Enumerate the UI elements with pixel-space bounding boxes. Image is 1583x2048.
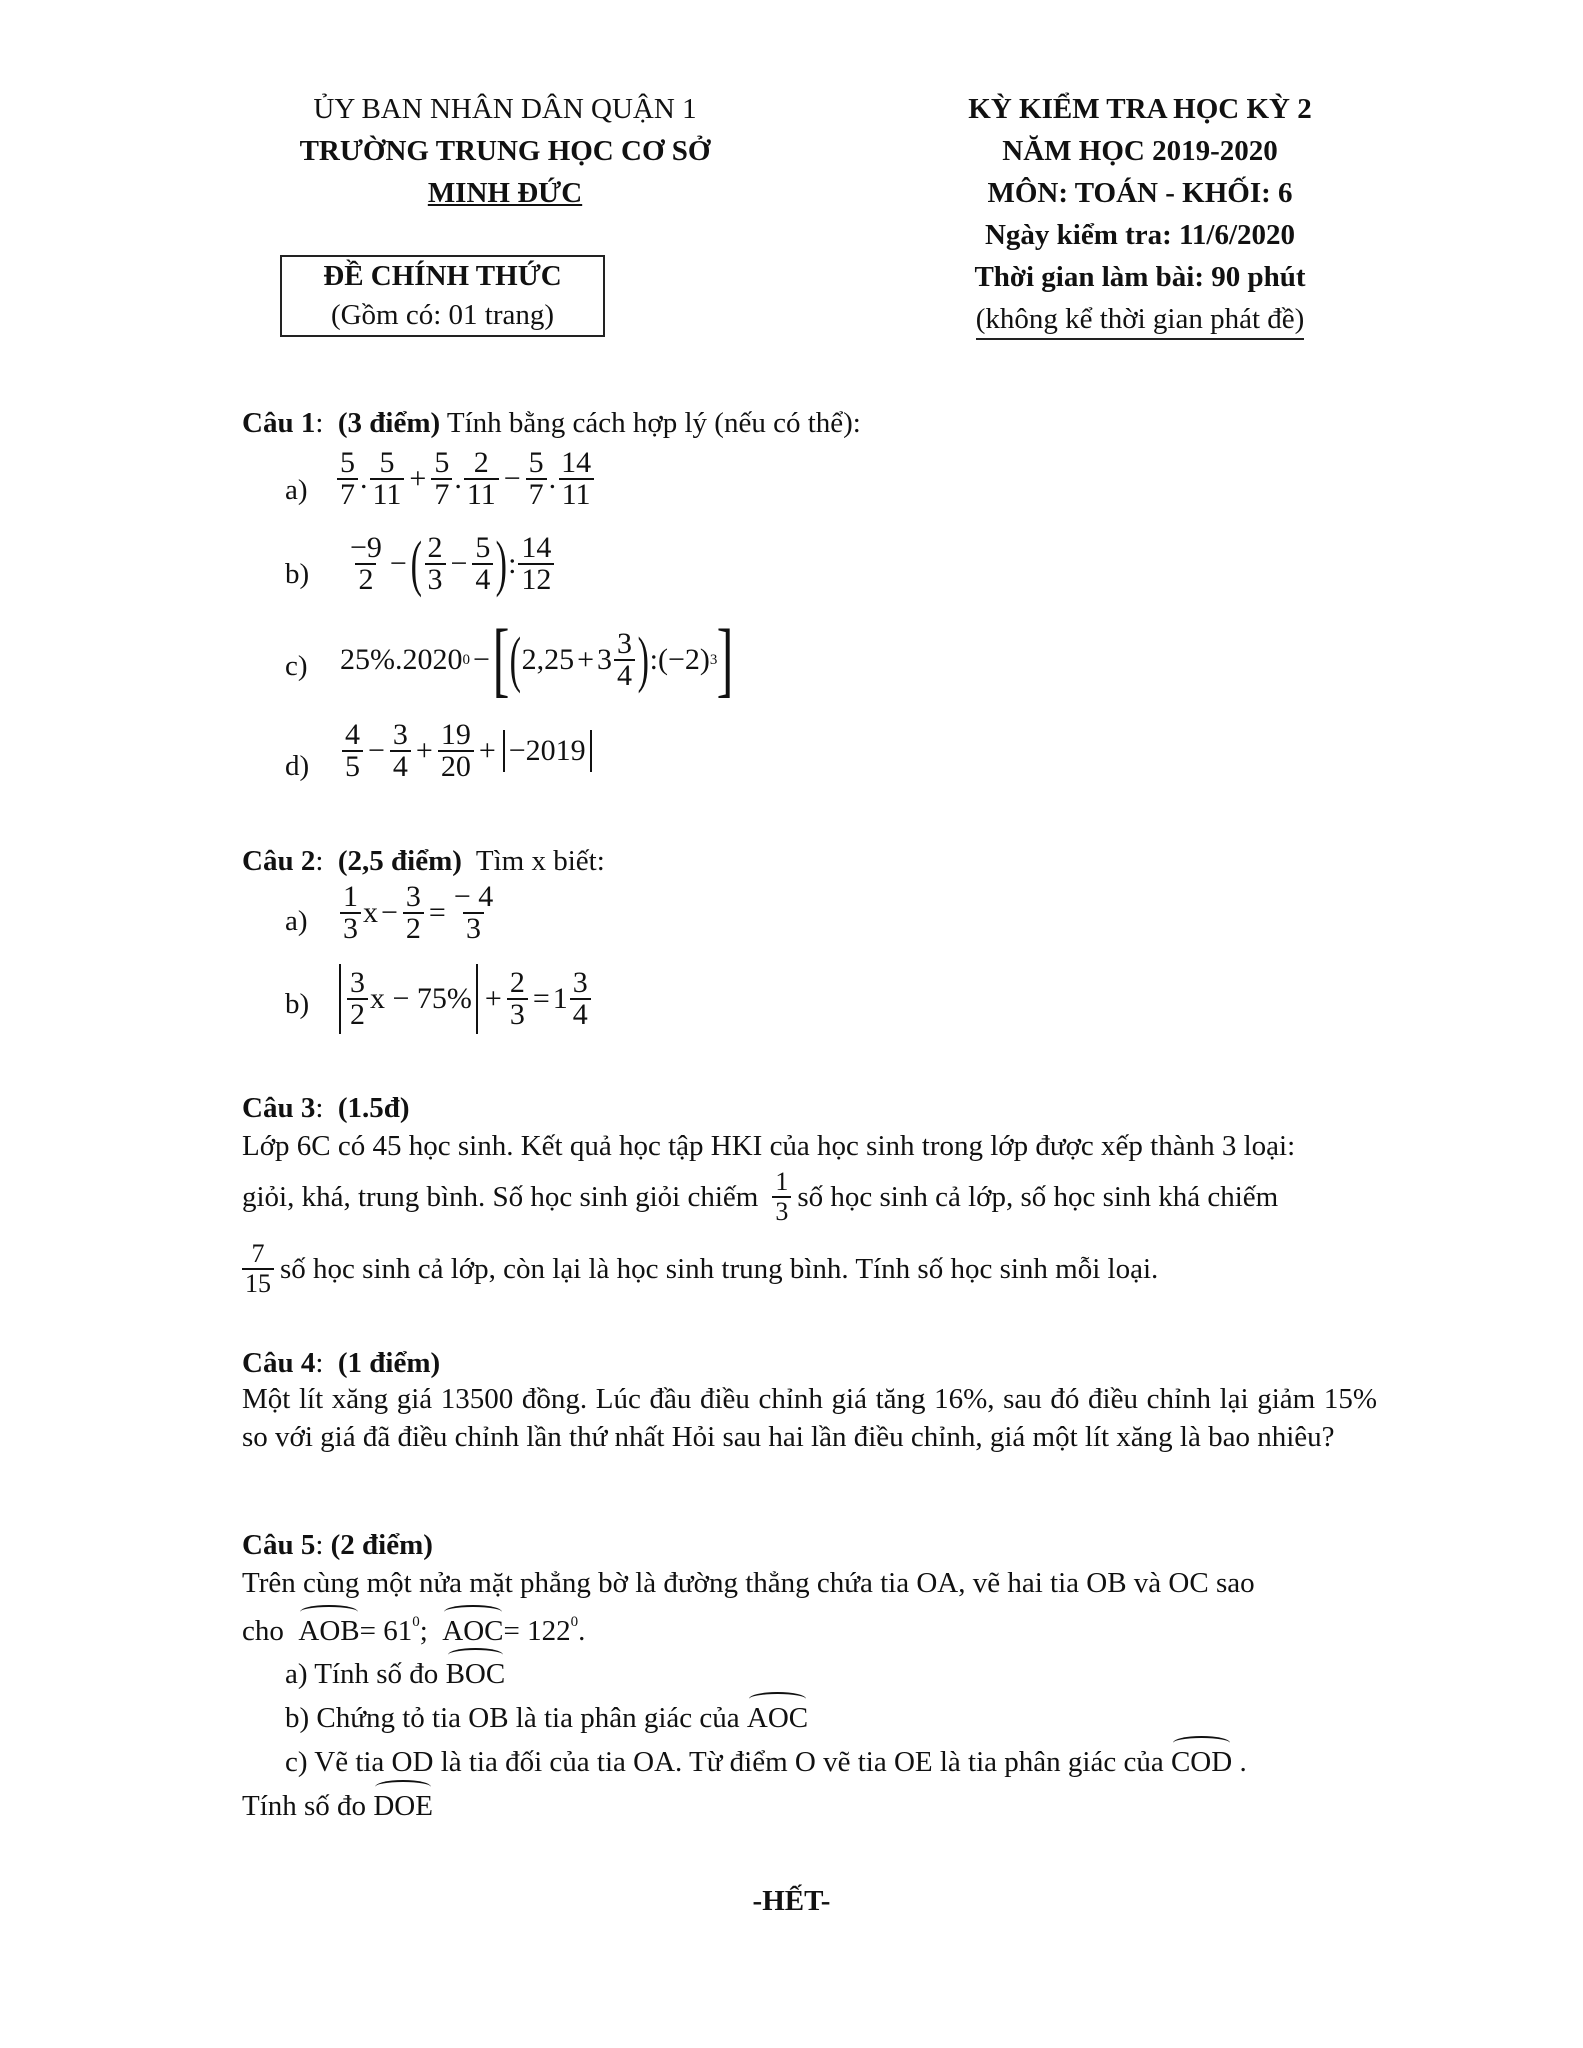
district-committee: ỦY BAN NHÂN DÂN QUẬN 1	[313, 93, 697, 125]
official-exam-box	[280, 255, 605, 337]
exam-title: KỲ KIỂM TRA HỌC KỲ 2	[968, 93, 1312, 125]
q1-a-label: a)	[285, 474, 308, 506]
angle-cod: COD	[1171, 1738, 1232, 1780]
q1-a-expression: $\frac{5}{7}$ . $\frac{5}{11}$ + $\frac{5}{7}$ . $\frac{2}{11}$ − $\frac{5}{7}$ . $\frac{14}{11}$	[335, 448, 596, 510]
q2-a-expression: $\frac{1}{3}$ x − $\frac{3}{2}$ = $\frac{- 4}{3}$	[338, 882, 498, 944]
q3-line-2: giỏi, khá, trung bình. Số học sinh giỏi chiếm $\frac{1}{3}$ số học sinh cả lớp, số học sinh khá chiếm	[242, 1167, 1279, 1226]
header-right	[930, 88, 1350, 340]
question-4-title: Câu 4: (1 điểm)	[242, 1347, 441, 1379]
angle-aoc: AOC	[442, 1607, 503, 1649]
subject-grade: MÔN: TOÁN - KHỐI: 6	[987, 177, 1293, 209]
q5-a: a) Tính số đo BOC	[285, 1650, 1420, 1692]
q1-b-expression: $\frac{-9}{2}$ − ( $\frac{2}{3}$ − $\frac{5}{4}$ ) : $\frac{14}{12}$	[345, 533, 556, 595]
q3-line-3: $\frac{7}{15}$ số học sinh cả lớp, còn lại là học sinh trung bình. Tính số học sinh mỗi loại.	[242, 1240, 1377, 1298]
q5-line-2: cho $AOB= 61^0$; $AOC= 122^0$.	[242, 1607, 1377, 1649]
official-label: ĐỀ CHÍNH THỨC	[323, 260, 562, 292]
page-count: (Gồm có: 01 trang)	[330, 299, 555, 331]
header-left	[240, 88, 770, 214]
q1-c-expression: 25%.2020 0 − [ ( 2,25 + 3 $\frac{3}{4}$ ) : (−2) 3 ]	[340, 613, 734, 706]
question-5-title: Câu 5: (2 điểm)	[242, 1529, 433, 1561]
q3-line-1: Lớp 6C có 45 học sinh. Kết quả học tập HKI của học sinh trong lớp được xếp thành 3 loại:	[242, 1130, 1296, 1162]
school-type: TRƯỜNG TRUNG HỌC CƠ SỞ	[299, 135, 711, 167]
question-1-title: Câu 1: (3 điểm) Tính bằng cách hợp lý (nếu có thể):	[242, 407, 861, 439]
angle-boc: BOC	[446, 1650, 506, 1692]
q1-d-expression: $\frac{4}{5}$ − $\frac{3}{4}$ + $\frac{19}{20}$ + −2019	[340, 720, 596, 782]
angle-doe: DOE	[373, 1782, 433, 1824]
question-2-title: Câu 2: (2,5 điểm) Tìm x biết:	[242, 845, 605, 877]
school-year: NĂM HỌC 2019-2020	[1002, 135, 1278, 167]
angle-aoc-2: AOC	[747, 1694, 808, 1736]
exam-date: Ngày kiểm tra: 11/6/2020	[984, 219, 1296, 251]
question-3-title: Câu 3: (1.5đ)	[242, 1092, 410, 1124]
q5-c: c) Vẽ tia OD là tia đối của tia OA. Từ điểm O vẽ tia OE là tia phân giác của COD .	[285, 1738, 1420, 1780]
q2-a-label: a)	[285, 905, 308, 937]
end-marker: -HẾT-	[752, 1885, 831, 1917]
q4-text: Một lít xăng giá 13500 đồng. Lúc đầu điều chỉnh giá tăng 16%, sau đó điều chỉnh lại giảm 15% so với giá đã điều chỉnh lần thứ nhất Hỏi sau hai lần điều chỉnh, giá một lít xăng là bao nhiêu?	[242, 1383, 1377, 1453]
exam-duration: Thời gian làm bài: 90 phút	[974, 261, 1306, 293]
q5-line-1: Trên cùng một nửa mặt phẳng bờ là đường thẳng chứa tia OA, vẽ hai tia OB và OC sao	[242, 1567, 1255, 1599]
q5-last: Tính số đo DOE	[242, 1782, 1377, 1824]
q5-b: b) Chứng tỏ tia OB là tia phân giác của AOC	[285, 1694, 1420, 1736]
angle-aob: AOB	[298, 1607, 359, 1649]
q2-b-expression: $\frac{3}{2}$ x − 75% + $\frac{2}{3}$ = 1 $\frac{3}{4}$	[335, 964, 593, 1034]
q1-c-label: c)	[285, 650, 308, 682]
duration-note: (không kể thời gian phát đề)	[976, 300, 1305, 340]
q1-b-label: b)	[285, 558, 310, 590]
q2-b-label: b)	[285, 988, 310, 1020]
q1-d-label: d)	[285, 750, 310, 782]
school-name: MINH ĐỨC	[427, 177, 583, 209]
